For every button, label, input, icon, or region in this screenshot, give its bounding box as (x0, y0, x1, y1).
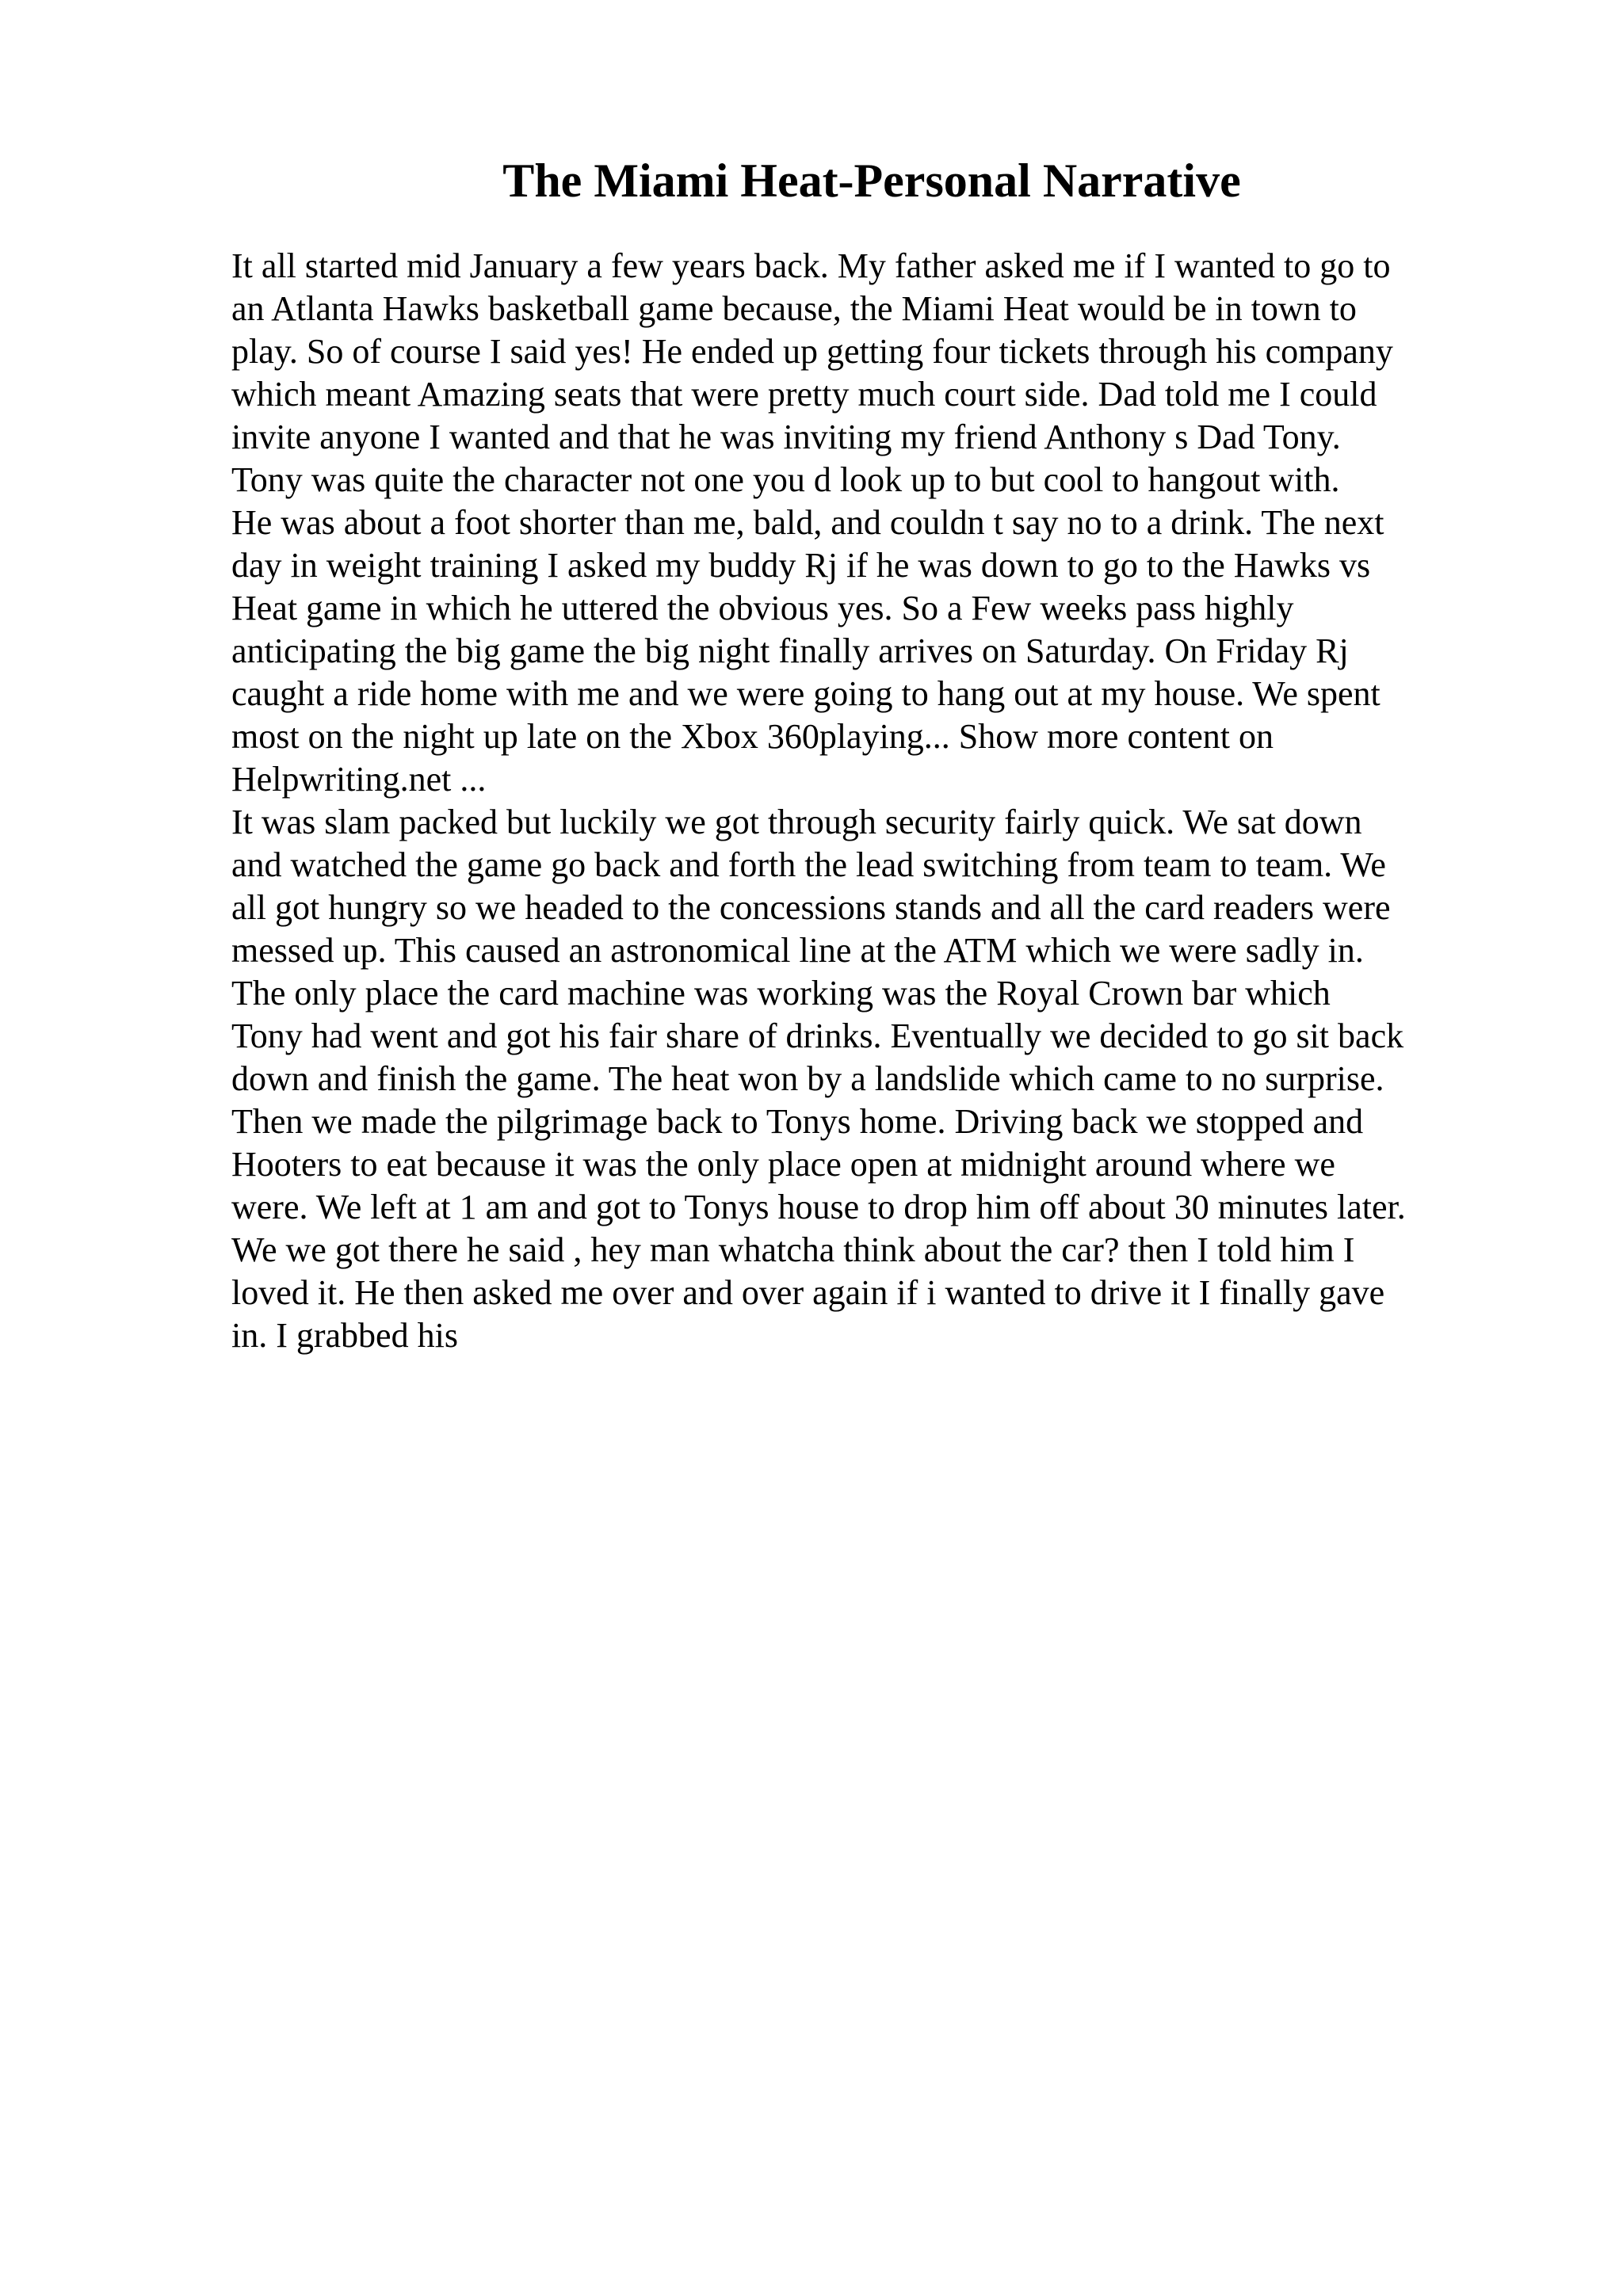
body-line: and watched the game go back and forth the lead switching from team to team. We (231, 845, 1386, 884)
body-line: It was slam packed but luckily we got through security fairly quick. We sat down (231, 803, 1362, 841)
body-line: Then we made the pilgrimage back to Tonys home. Driving back we stopped and (231, 1102, 1364, 1141)
body-line: which meant Amazing seats that were pretty much court side. Dad told me I could (231, 375, 1377, 414)
body-line: day in weight training I asked my buddy Rj if he was down to go to the Hawks vs (231, 546, 1371, 585)
body-line: Heat game in which he uttered the obvious yes. So a Few weeks pass highly (231, 589, 1294, 627)
body-line: anticipating the big game the big night finally arrives on Saturday. On Friday Rj (231, 631, 1349, 670)
body-line: Tony was quite the character not one you d look up to but cool to hangout with. (231, 460, 1340, 499)
body-line: were. We left at 1 am and got to Tonys house to drop him off about 30 minutes later. (231, 1188, 1406, 1226)
body-line: Tony had went and got his fair share of drinks. Eventually we decided to go sit back (231, 1016, 1404, 1055)
body-line: It all started mid January a few years back. My father asked me if I wanted to go to (231, 246, 1391, 285)
body-line: in. I grabbed his (231, 1316, 458, 1355)
body-line: most on the night up late on the Xbox 360playing... Show more content on (231, 717, 1274, 756)
body-line: We we got there he said , hey man whatcha think about the car? then I told him I (231, 1230, 1355, 1269)
body-line: down and finish the game. The heat won by a landslide which came to no surprise. (231, 1059, 1384, 1098)
document-title: The Miami Heat-Personal Narrative (502, 154, 1241, 207)
body-line: play. So of course I said yes! He ended up getting four tickets through his company (231, 332, 1393, 371)
body-line: invite anyone I wanted and that he was inviting my friend Anthony s Dad Tony. (231, 418, 1341, 456)
body-line: Hooters to eat because it was the only place open at midnight around where we (231, 1145, 1335, 1184)
body-line: an Atlanta Hawks basketball game because, the Miami Heat would be in town to (231, 289, 1357, 328)
body-line: He was about a foot shorter than me, bald, and couldn t say no to a drink. The next (231, 503, 1384, 542)
body-line: messed up. This caused an astronomical line at the ATM which we were sadly in. (231, 931, 1364, 970)
body-line: Helpwriting.net ... (231, 760, 487, 799)
body-line: all got hungry so we headed to the concessions stands and all the card readers were (231, 888, 1391, 927)
body-line: loved it. He then asked me over and over again if i wanted to drive it I finally gave (231, 1273, 1385, 1312)
document-body (231, 245, 1499, 1357)
body-line: The only place the card machine was working was the Royal Crown bar which (231, 974, 1331, 1013)
body-line: caught a ride home with me and we were going to hang out at my house. We spent (231, 674, 1381, 713)
